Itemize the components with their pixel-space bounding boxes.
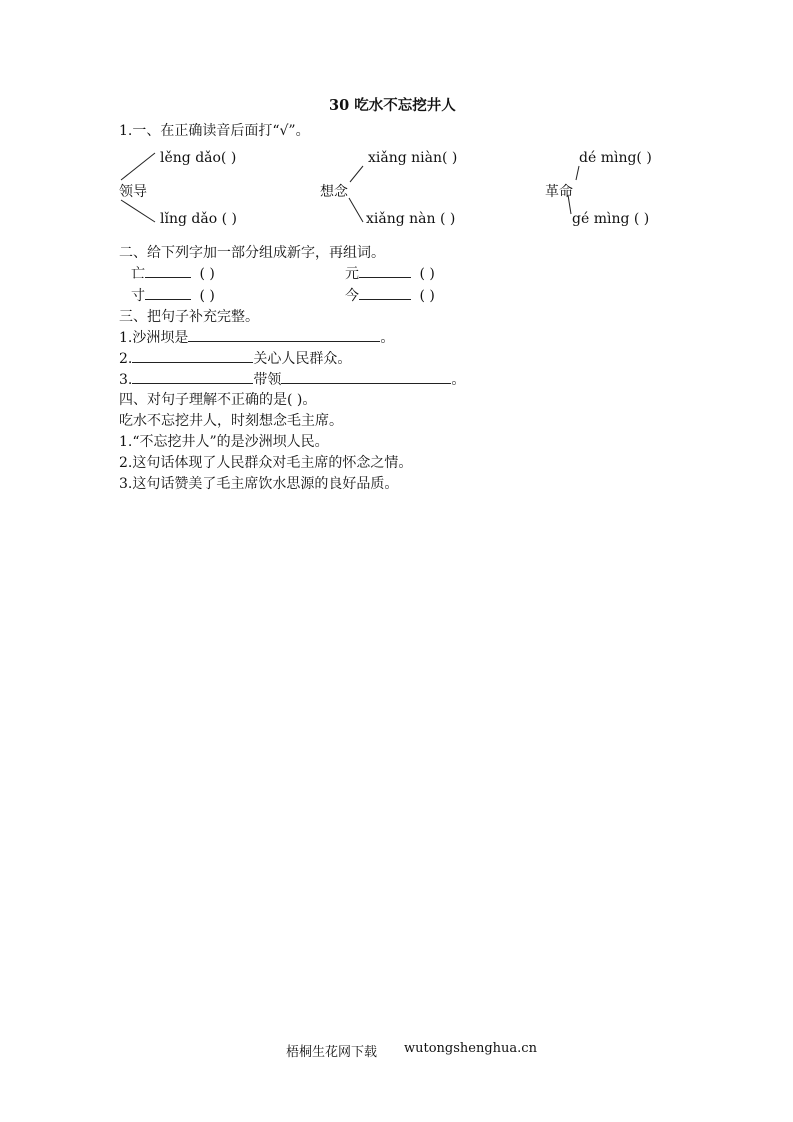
char: 元 <box>345 266 359 282</box>
option-item: 3.这句话赞美了毛主席饮水思源的良好品质。 <box>119 476 399 492</box>
word-label: 想念 <box>320 184 348 200</box>
connector-line <box>121 200 155 222</box>
blank-line <box>359 286 411 300</box>
pinyin-option: gé mìng ( ) <box>572 211 650 227</box>
blank-line <box>132 370 253 384</box>
char-row <box>131 263 215 283</box>
word-label: 革命 <box>545 184 573 200</box>
question-1-heading: 1.一、在正确读音后面打“√”。 <box>119 123 310 139</box>
connector-line <box>350 166 363 182</box>
sentence-text: 关心人民群众。 <box>253 351 352 367</box>
pinyin-option: lǐng dǎo ( ) <box>160 211 237 227</box>
option-item: 2.这句话体现了人民群众对毛主席的怀念之情。 <box>119 455 413 471</box>
char-row <box>345 285 435 305</box>
page-title: 30 吃水不忘挖井人 <box>329 97 456 114</box>
word-paren: ( ) <box>199 266 215 282</box>
word-paren: ( ) <box>419 288 435 304</box>
sentence-text: 1.沙洲坝是 <box>119 330 189 346</box>
sentence-3 <box>119 369 465 389</box>
footer-site-name: 梧桐生花网下载 <box>286 1045 378 1060</box>
char-row <box>345 263 435 283</box>
pinyin-option: xiǎng niàn( ) <box>368 150 458 166</box>
word-paren: ( ) <box>419 266 435 282</box>
blank-line <box>281 370 451 384</box>
connector-line <box>576 166 579 180</box>
sentence-1 <box>119 327 394 347</box>
sentence-text: 。 <box>451 372 466 388</box>
char: 寸 <box>131 288 145 304</box>
blank-line <box>145 286 191 300</box>
pinyin-option: lěng dǎo( ) <box>160 150 237 166</box>
connector-line <box>121 153 155 180</box>
pinyin-option: xiǎng nàn ( ) <box>366 211 456 227</box>
sentence-text: 带领 <box>253 372 282 388</box>
word-paren: ( ) <box>199 288 215 304</box>
blank-line <box>145 264 191 278</box>
footer-site-url[interactable]: wutongshenghua.cn <box>404 1041 537 1056</box>
question-2-heading: 二、给下列字加一部分组成新字，再组词。 <box>119 245 385 261</box>
connector-line <box>349 198 363 222</box>
blank-line <box>188 328 380 342</box>
question-4-heading: 四、对句子理解不正确的是( )。 <box>119 392 317 408</box>
sentence-text: 3. <box>119 372 133 388</box>
sentence-text: 2. <box>119 351 133 367</box>
word-label: 领导 <box>119 184 147 200</box>
char: 今 <box>345 288 359 304</box>
pinyin-option: dé mìng( ) <box>579 150 652 166</box>
blank-line <box>132 349 253 363</box>
sentence-text: 。 <box>380 330 395 346</box>
blank-line <box>359 264 411 278</box>
char-row <box>131 285 215 305</box>
option-item: 1.“不忘挖井人”的是沙洲坝人民。 <box>119 434 329 450</box>
quoted-sentence: 吃水不忘挖井人，时刻想念毛主席。 <box>119 413 343 429</box>
char: 亡 <box>131 266 145 282</box>
question-3-heading: 三、把句子补充完整。 <box>119 309 259 325</box>
sentence-2 <box>119 348 351 368</box>
